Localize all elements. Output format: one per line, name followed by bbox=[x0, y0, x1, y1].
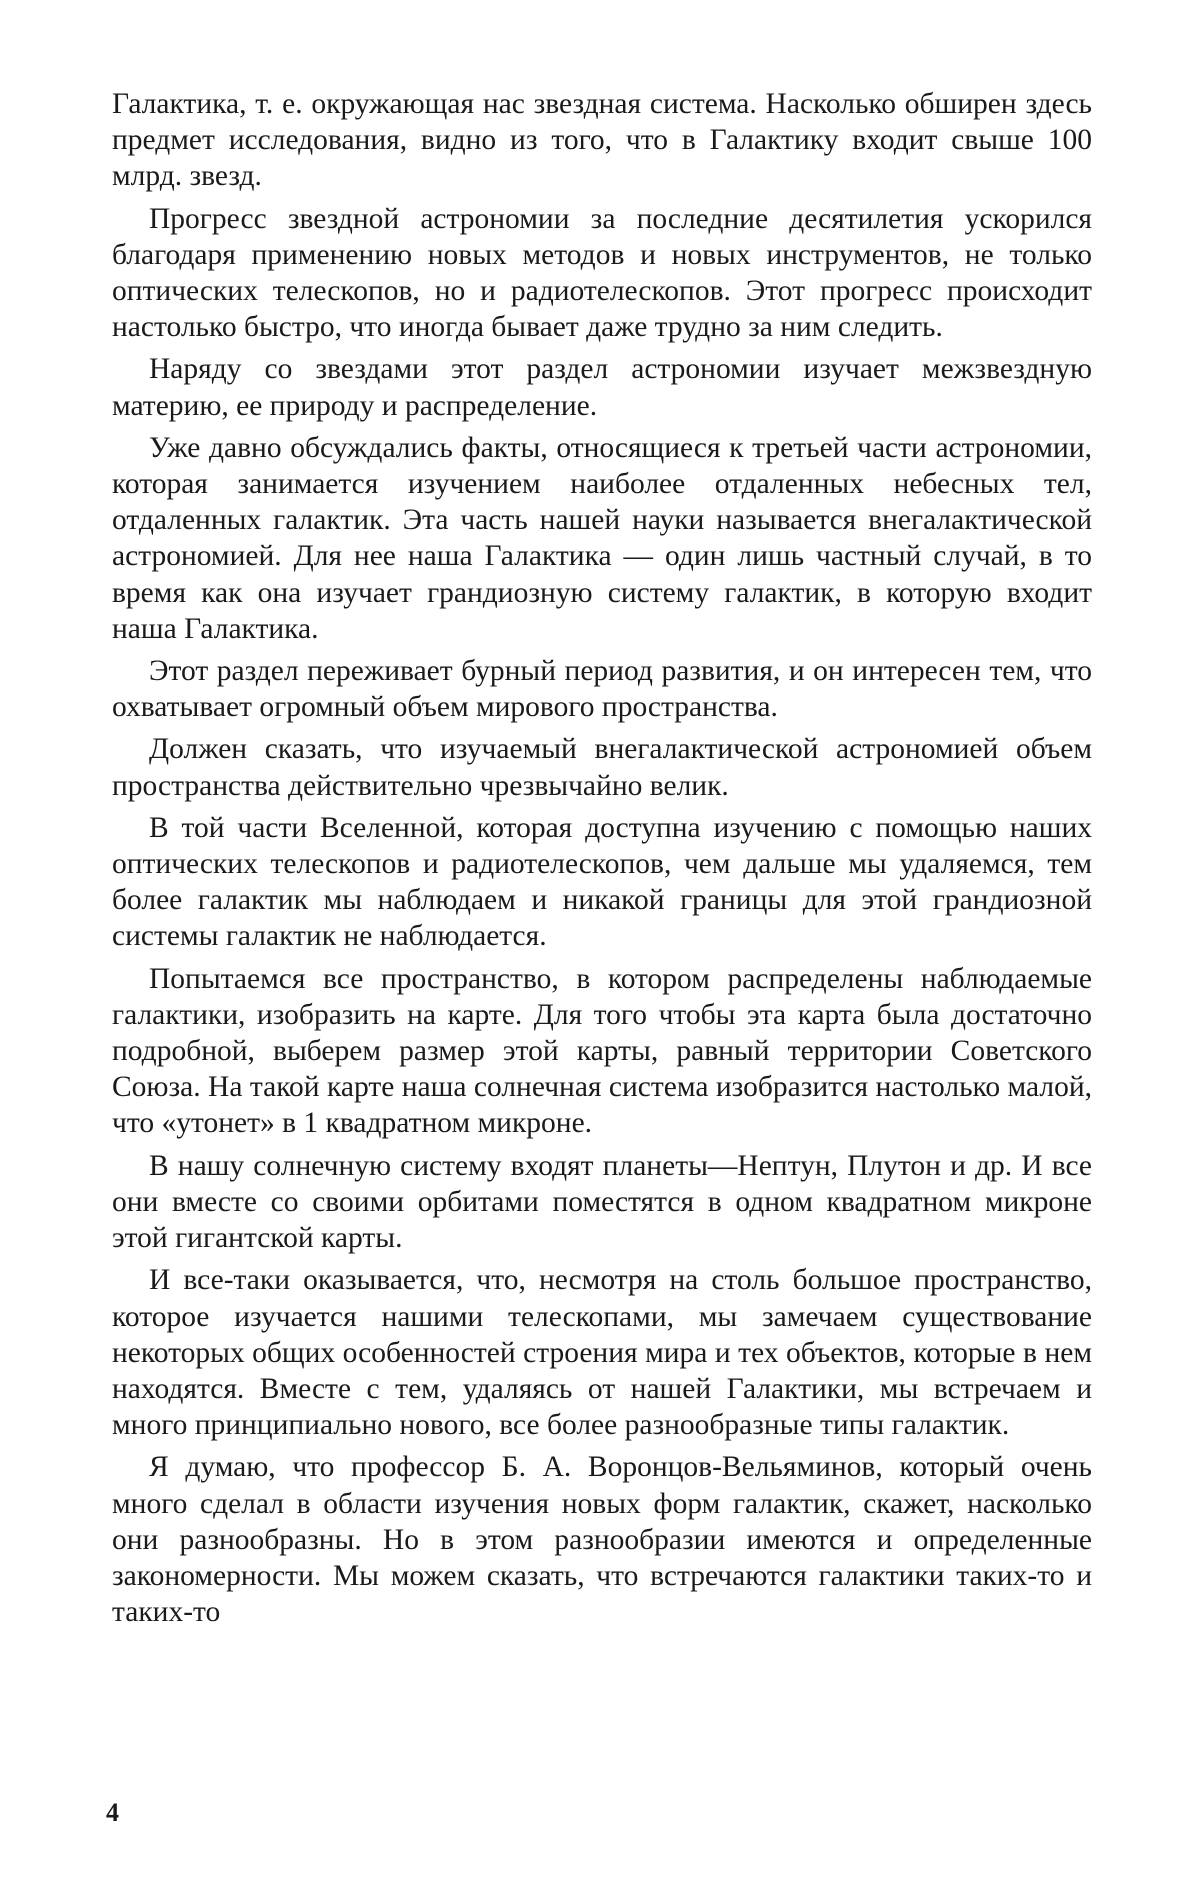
page-text-body bbox=[112, 86, 1092, 1636]
paragraph-6: Должен сказать, что изучаемый внегалактической астрономией объем пространства действительно чрезвычайно велик. bbox=[112, 733, 1092, 802]
paragraph-5: Этот раздел переживает бурный период развития, и он интересен тем, что охватывает огромный объем мирового пространства. bbox=[112, 655, 1092, 724]
paragraph-1: Галактика, т. е. окружающая нас звездная система. Насколько обширен здесь предмет исследования, видно из того, что в Галактику входит свыше 100 млрд. звезд. bbox=[112, 88, 1092, 193]
paragraph-2: Прогресс звездной астрономии за последние десятилетия ускорился благодаря применению новых методов и новых инструментов, не только оптических телескопов, но и радиотелескопов. Этот прогресс происходит настолько быстро, что иногда бывает даже трудно за ним следить. bbox=[112, 202, 1092, 344]
paragraph-11: Я думаю, что профессор Б. А. Воронцов-Вельяминов, который очень много сделал в области изучения новых форм галактик, скажет, насколько они разнообразны. Но в этом разнообразии имеются и определенные закономерности. Мы можем сказать, что встречаются галактики таких-то и таких-то bbox=[112, 1451, 1092, 1629]
paragraph-10: И все-таки оказывается, что, несмотря на столь большое пространство, которое изучается нашими телескопами, мы замечаем существование некоторых общих особенностей строения мира и тех объектов, которые в нем находятся. Вместе с тем, удаляясь от нашей Галактики, мы встречаем и много принципиально нового, все более разнообразные типы галактик. bbox=[112, 1264, 1092, 1442]
paragraph-9: В нашу солнечную систему входят планеты—Нептун, Плутон и др. И все они вместе со своими орбитами поместятся в одном квадратном микроне этой гигантской карты. bbox=[112, 1149, 1092, 1255]
paragraph-8: Попытаемся все пространство, в котором распределены наблюдаемые галактики, изобразить на карте. Для того чтобы эта карта была достаточно подробной, выберем размер этой карты, равный территории Советского Союза. На такой карте наша солнечная система изобразится настолько малой, что «утонет» в 1 квадратном микроне. bbox=[112, 962, 1092, 1140]
paragraph-4: Уже давно обсуждались факты, относящиеся к третьей части астрономии, которая занимается изучением наиболее отдаленных небесных тел, отдаленных галактик. Эта часть нашей науки называется внегалактической астрономией. Для нее наша Галактика — один лишь частный случай, в то время как она изучает грандиозную систему галактик, в которую входит наша Галактика. bbox=[112, 431, 1092, 645]
paragraph-7: В той части Вселенной, которая доступна изучению с помощью наших оптических телескопов и радиотелескопов, чем дальше мы удаляемся, тем более галактик мы наблюдаем и никакой границы для этой грандиозной системы галактик не наблюдается. bbox=[112, 811, 1092, 953]
paragraph-3: Наряду со звездами этот раздел астрономии изучает межзвездную материю, ее природу и распределение. bbox=[112, 353, 1092, 422]
page-number: 4 bbox=[106, 1798, 119, 1827]
